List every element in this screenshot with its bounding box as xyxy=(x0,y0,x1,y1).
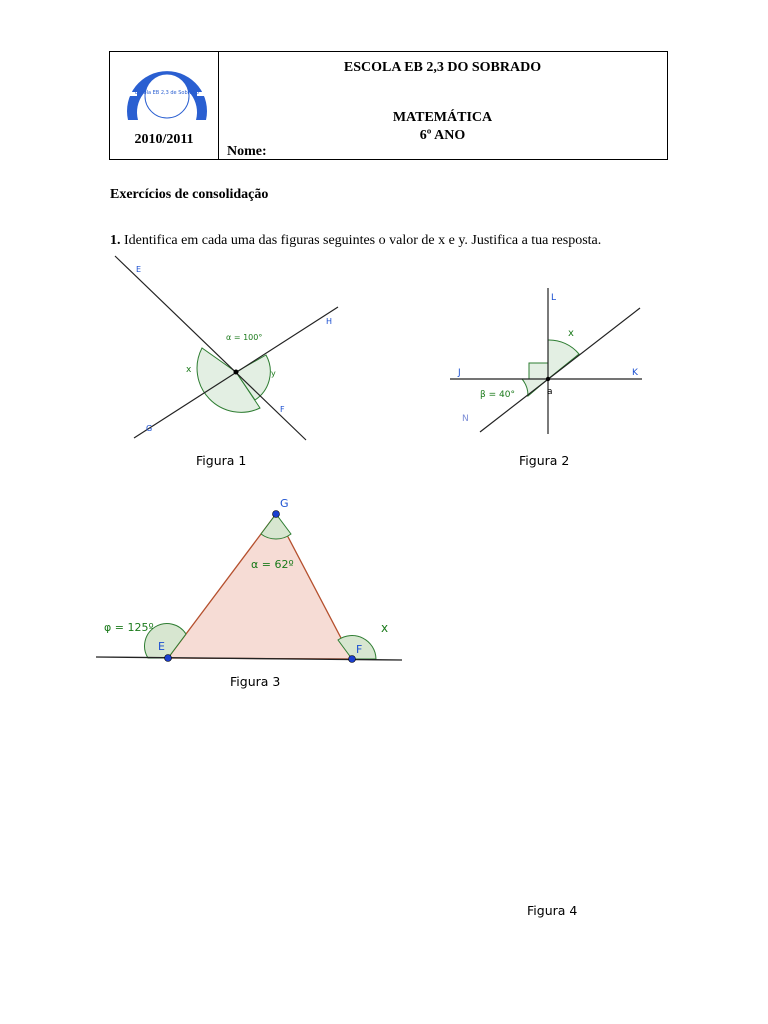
fig1-label-E: E xyxy=(136,265,142,274)
question-text: Identifica em cada uma das figuras seguintes o valor de x e y. Justifica a tua resposta. xyxy=(120,233,602,248)
fig1-label-F: F xyxy=(280,405,285,414)
fig3-label-G: G xyxy=(280,497,289,510)
fig1-y-label: y xyxy=(271,369,276,378)
logo-cell xyxy=(110,52,219,159)
school-year: 2010/2011 xyxy=(134,132,194,147)
fig3-label-F: F xyxy=(356,643,363,656)
fig1-label-H: H xyxy=(326,317,333,326)
figure-2-caption: Figura 2 xyxy=(519,453,570,468)
question-number: 1. xyxy=(110,233,121,248)
fig3-x-label: x xyxy=(381,621,389,635)
name-field-label: Nome: xyxy=(227,144,267,159)
fig3-label-E: E xyxy=(158,640,165,653)
grade-label: 6º ANO xyxy=(419,128,466,143)
fig2-label-N: N xyxy=(462,414,469,424)
fig2-beta-label: β = 40° xyxy=(480,390,515,400)
subject-title: MATEMÁTICA xyxy=(392,110,493,125)
header-table xyxy=(109,51,668,160)
fig3-phi-label: φ = 125º xyxy=(104,621,154,634)
fig3-alpha-label: α = 62º xyxy=(251,558,294,571)
fig2-label-a: a xyxy=(547,387,553,397)
logo-text: Escola EB 2,3 de Sobrado xyxy=(135,90,199,96)
fig2-x-label: x xyxy=(568,328,574,339)
school-logo xyxy=(118,58,212,128)
fig2-label-L: L xyxy=(551,293,557,303)
figure-2 xyxy=(448,282,644,438)
question-1 xyxy=(110,233,601,249)
fig2-label-K: K xyxy=(632,368,638,378)
figure-3-caption: Figura 3 xyxy=(230,674,281,689)
figure-1-caption: Figura 1 xyxy=(196,453,247,468)
section-title: Exercícios de consolidação xyxy=(110,187,269,202)
fig1-label-G: G xyxy=(146,424,153,433)
fig1-alpha-label: α = 100° xyxy=(226,333,263,342)
school-name: ESCOLA EB 2,3 DO SOBRADO xyxy=(343,60,542,75)
figure-1 xyxy=(110,252,350,444)
figure-3 xyxy=(96,494,406,670)
fig1-x-label: x xyxy=(186,365,192,375)
figure-4-caption: Figura 4 xyxy=(527,903,578,918)
fig2-label-J: J xyxy=(458,368,461,378)
